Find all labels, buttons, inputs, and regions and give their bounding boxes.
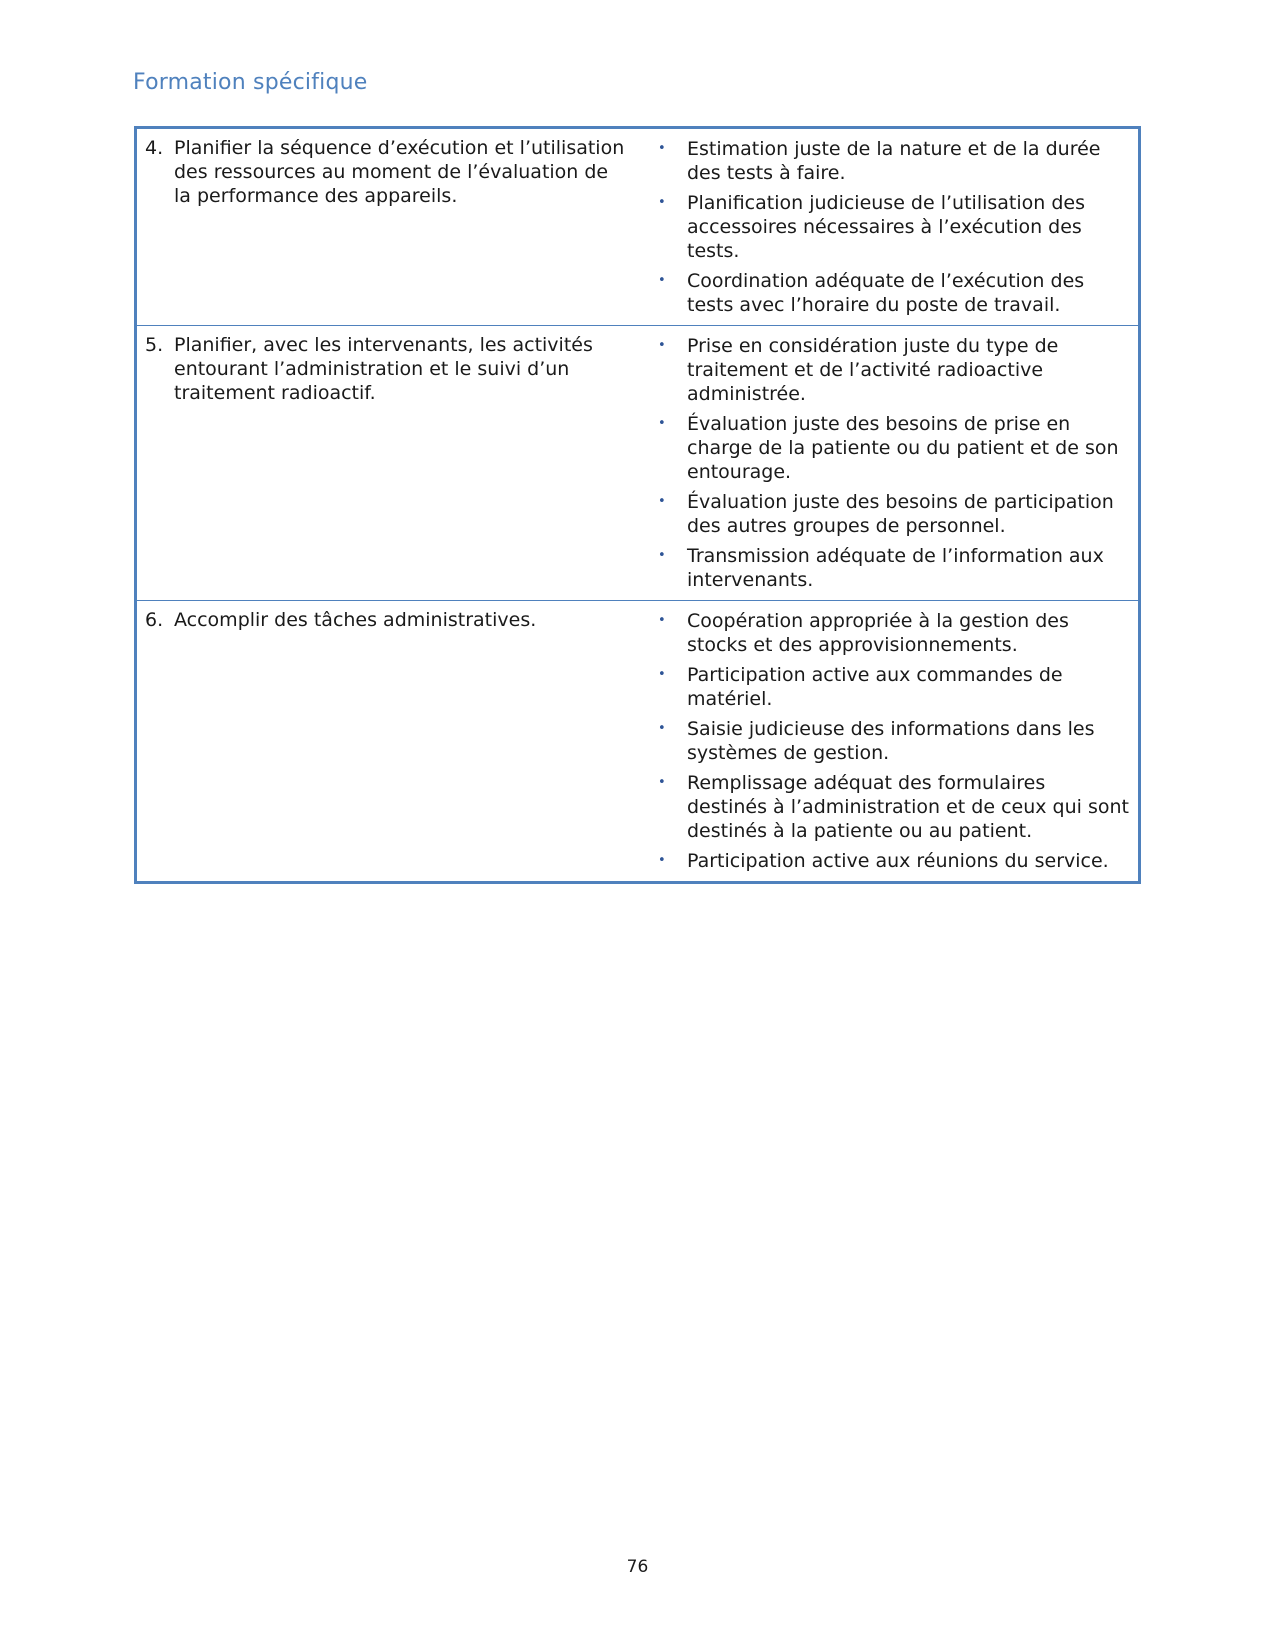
bullet-icon: • — [658, 338, 666, 353]
criteria-cell — [646, 326, 1140, 601]
criteria-cell — [646, 601, 1140, 883]
criteria-list — [654, 609, 1130, 873]
list-item — [654, 717, 1130, 765]
criterion-text: Transmission adéquate de l’information aux intervenants. — [687, 545, 1104, 591]
competency-number: 5. — [145, 334, 164, 356]
criterion-text: Participation active aux commandes de matériel. — [687, 664, 1063, 710]
page-number: 76 — [626, 1557, 649, 1577]
competency-cell — [136, 601, 647, 883]
bullet-icon: • — [658, 416, 666, 431]
bullet-icon: • — [658, 494, 666, 509]
competency-text: Accomplir des tâches administratives. — [174, 609, 537, 631]
competency-table — [134, 126, 1141, 884]
bullet-icon: • — [658, 195, 666, 210]
list-item — [654, 544, 1130, 592]
list-item — [654, 771, 1130, 843]
bullet-icon: • — [658, 273, 666, 288]
list-item — [654, 412, 1130, 484]
competency-item — [145, 608, 638, 632]
list-item — [654, 269, 1130, 317]
bullet-icon: • — [658, 141, 666, 156]
list-item — [654, 137, 1130, 185]
criterion-text: Évaluation juste des besoins de prise en charge de la patiente ou du patient et de son entourage. — [687, 413, 1119, 483]
bullet-icon: • — [658, 775, 666, 790]
competency-cell — [136, 326, 647, 601]
table-row — [136, 128, 1140, 326]
criterion-text: Estimation juste de la nature et de la durée des tests à faire. — [687, 138, 1101, 184]
table-row — [136, 601, 1140, 883]
criterion-text: Coopération appropriée à la gestion des stocks et des approvisionnements. — [687, 610, 1069, 656]
competency-number: 4. — [145, 137, 164, 159]
criterion-text: Planification judicieuse de l’utilisation des accessoires nécessaires à l’exécution des tests. — [687, 192, 1085, 262]
criteria-list — [654, 334, 1130, 592]
criterion-text: Remplissage adéquat des formulaires destinés à l’administration et de ceux qui sont destinés à la patiente ou au patient. — [687, 772, 1129, 842]
list-item — [654, 490, 1130, 538]
list-item — [654, 191, 1130, 263]
list-item — [654, 609, 1130, 657]
competency-item — [145, 333, 638, 405]
competency-cell — [136, 128, 647, 326]
table-row — [136, 326, 1140, 601]
bullet-icon: • — [658, 548, 666, 563]
competency-text: Planifier la séquence d’exécution et l’utilisation des ressources au moment de l’évaluation de la performance des appareils. — [174, 137, 625, 207]
list-item — [654, 849, 1130, 873]
criteria-cell — [646, 128, 1140, 326]
list-item — [654, 663, 1130, 711]
list-item — [654, 334, 1130, 406]
competency-number: 6. — [145, 609, 164, 631]
bullet-icon: • — [658, 853, 666, 868]
criterion-text: Participation active aux réunions du service. — [687, 850, 1109, 872]
criterion-text: Saisie judicieuse des informations dans les systèmes de gestion. — [687, 718, 1095, 764]
bullet-icon: • — [658, 667, 666, 682]
criterion-text: Évaluation juste des besoins de participation des autres groupes de personnel. — [687, 491, 1114, 537]
criterion-text: Coordination adéquate de l’exécution des tests avec l’horaire du poste de travail. — [687, 270, 1085, 316]
competency-item — [145, 136, 638, 208]
bullet-icon: • — [658, 721, 666, 736]
criteria-list — [654, 137, 1130, 317]
page-title: Formation spécifique — [133, 70, 368, 95]
competency-text: Planifier, avec les intervenants, les activités entourant l’administration et le suivi d’un traitement radioactif. — [174, 334, 593, 404]
criterion-text: Prise en considération juste du type de traitement et de l’activité radioactive administrée. — [687, 335, 1059, 405]
bullet-icon: • — [658, 613, 666, 628]
